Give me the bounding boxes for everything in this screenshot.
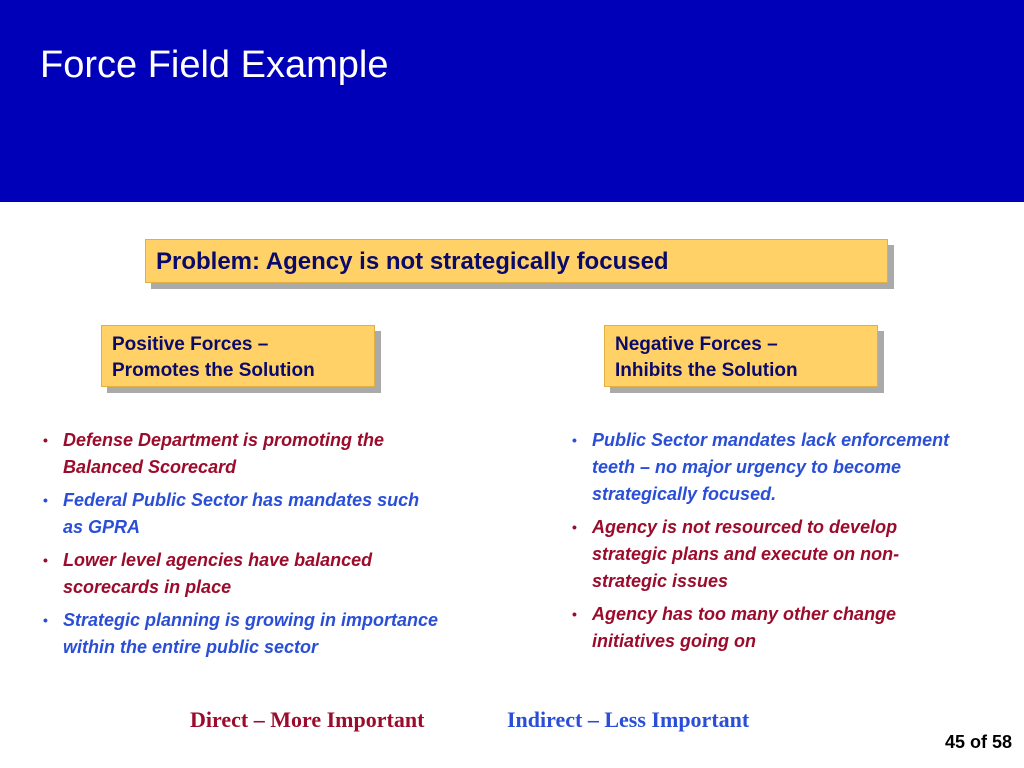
positive-forces-box bbox=[101, 325, 375, 387]
bullet-icon: • bbox=[572, 432, 577, 448]
slide-title: Force Field Example bbox=[40, 44, 389, 86]
negative-forces-box bbox=[604, 325, 878, 387]
negative-forces-list bbox=[572, 427, 972, 661]
slide-header bbox=[0, 0, 1024, 202]
list-item-text: Federal Public Sector has mandates such as GPRA bbox=[63, 490, 420, 537]
problem-box: Problem: Agency is not strategically focused bbox=[145, 239, 888, 283]
list-item-text: Lower level agencies have balanced scorecards in place bbox=[63, 550, 373, 597]
list-item bbox=[43, 427, 443, 481]
list-item bbox=[43, 607, 443, 661]
bullet-icon: • bbox=[572, 519, 577, 535]
positive-forces-heading-line1: Positive Forces – bbox=[112, 334, 269, 355]
bullet-icon: • bbox=[43, 612, 48, 628]
page-number: 45 of 58 bbox=[944, 732, 1012, 752]
positive-forces-list bbox=[43, 427, 443, 667]
negative-forces-heading-line1: Negative Forces – bbox=[615, 334, 778, 355]
positive-forces-heading-line2: Promotes the Solution bbox=[112, 360, 315, 381]
bullet-icon: • bbox=[572, 606, 577, 622]
list-item bbox=[43, 487, 443, 541]
bullet-icon: • bbox=[43, 492, 48, 508]
list-item-text: Strategic planning is growing in importance within the entire public sector bbox=[63, 610, 439, 657]
bullet-icon: • bbox=[43, 552, 48, 568]
list-item bbox=[572, 514, 972, 595]
list-item bbox=[572, 427, 972, 508]
list-item-text: Defense Department is promoting the Balanced Scorecard bbox=[63, 430, 385, 477]
legend-indirect: Indirect – Less Important bbox=[507, 707, 750, 732]
negative-forces-heading-line2: Inhibits the Solution bbox=[615, 360, 798, 381]
list-item bbox=[572, 601, 972, 655]
list-item bbox=[43, 547, 443, 601]
list-item-text: Agency is not resourced to develop strategic plans and execute on non-strategic issues bbox=[592, 517, 900, 591]
bullet-icon: • bbox=[43, 432, 48, 448]
list-item-text: Public Sector mandates lack enforcement teeth – no major urgency to become strategically focused. bbox=[592, 430, 950, 504]
legend-direct: Direct – More Important bbox=[190, 707, 425, 732]
list-item-text: Agency has too many other change initiatives going on bbox=[592, 604, 897, 651]
